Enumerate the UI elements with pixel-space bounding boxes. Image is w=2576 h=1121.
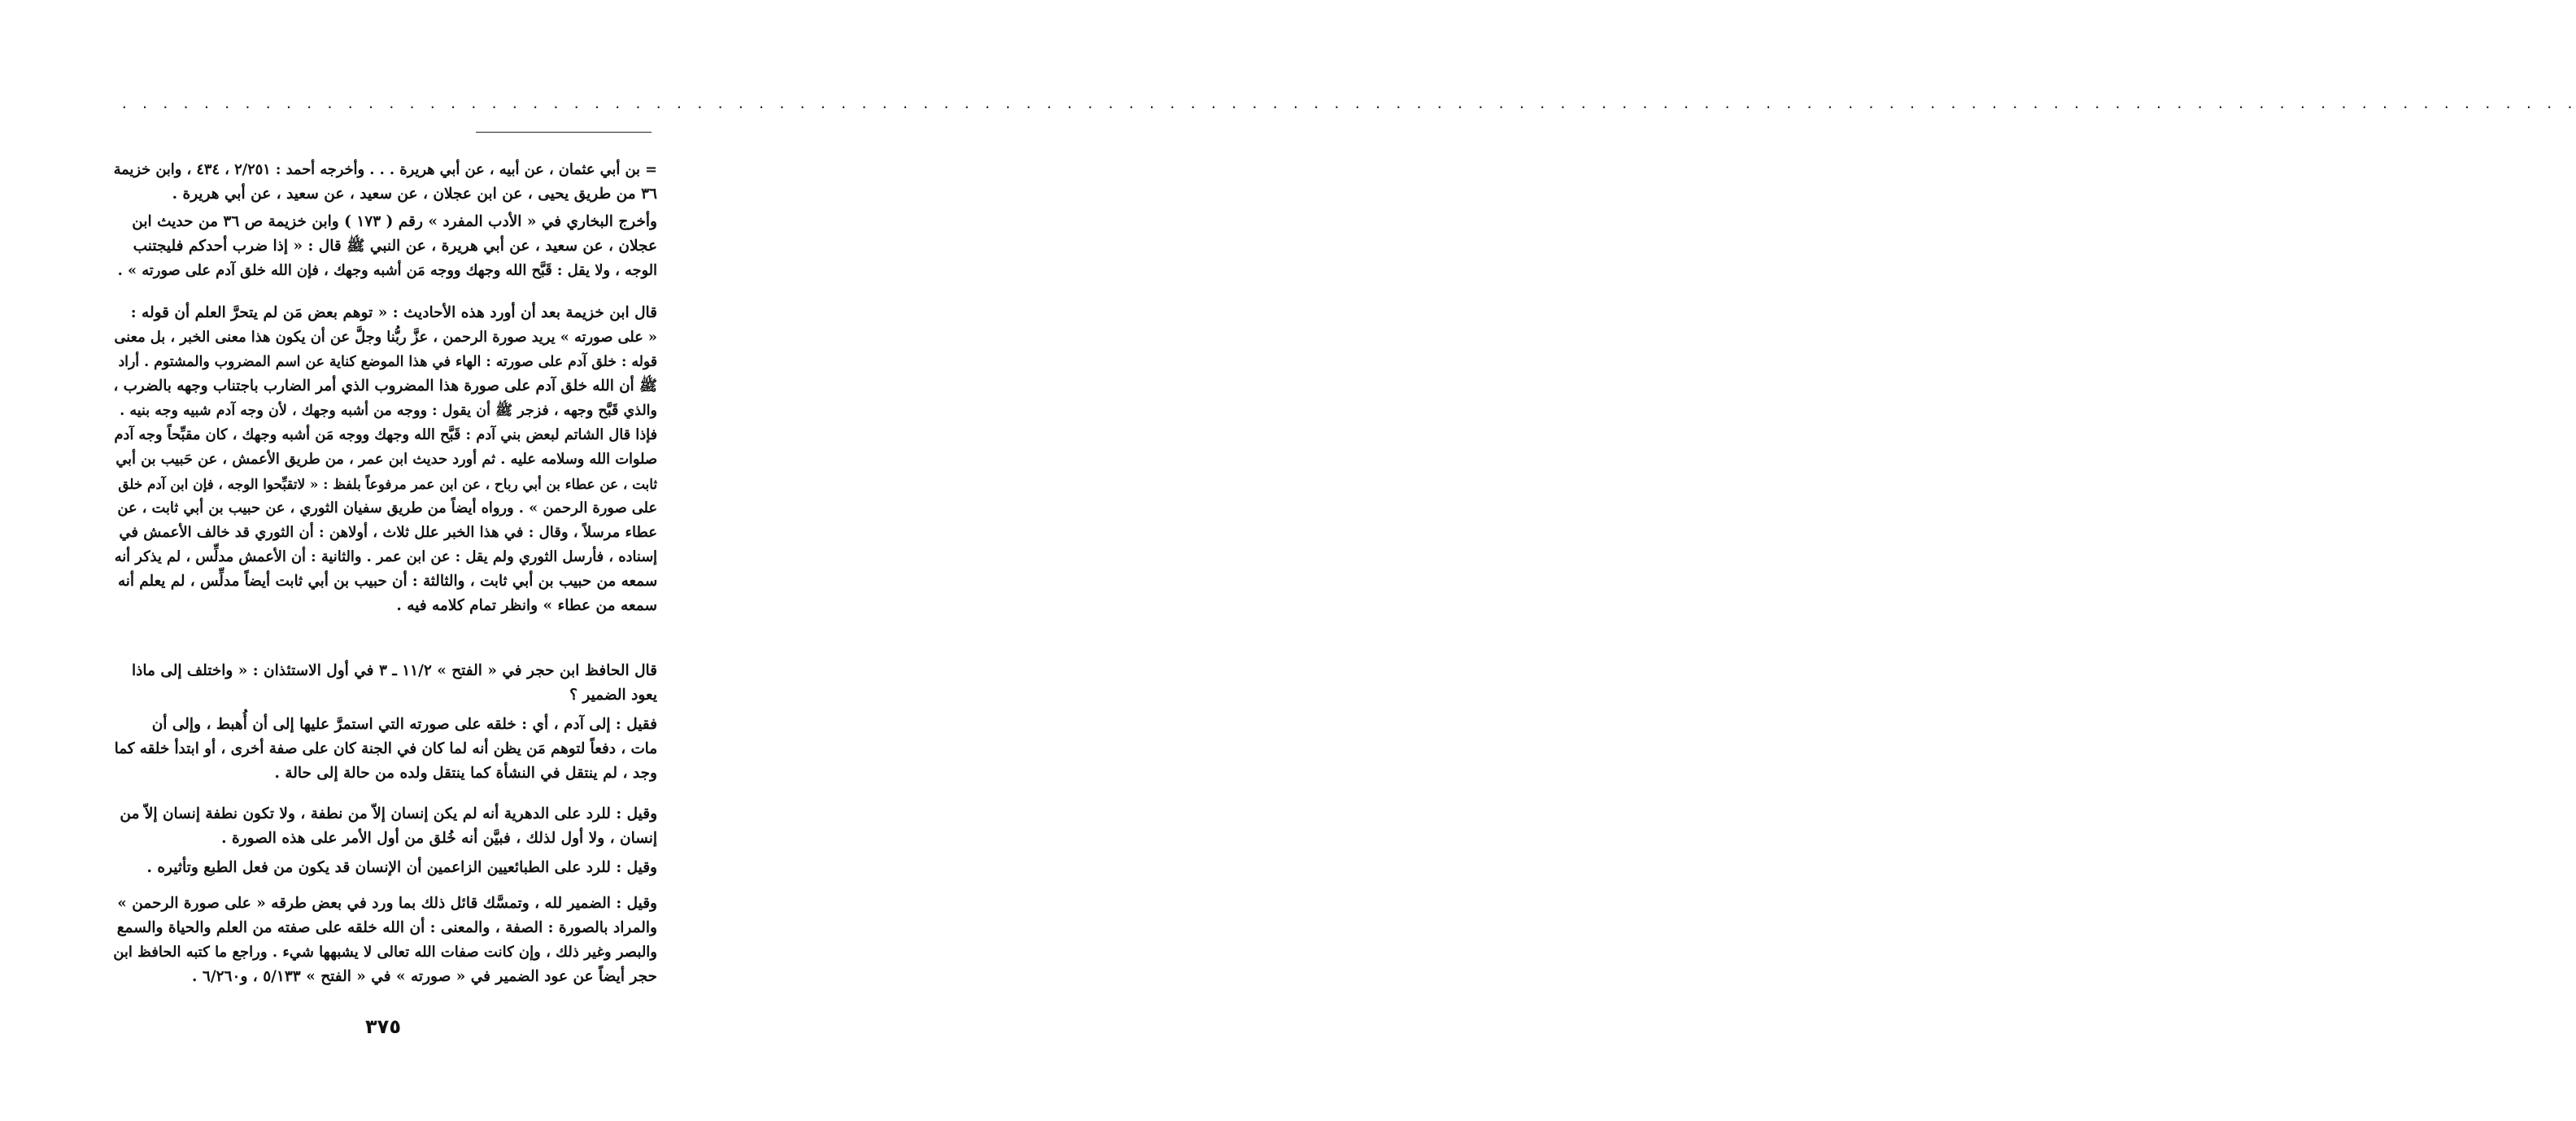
- text-line: وقيل : للرد على الطبائعيين الزاعمين أن الإنسان قد يكون من فعل الطبع وتأثيره .: [146, 859, 657, 876]
- text-line: عجلان ، عن سعيد ، عن أبي هريرة ، عن النبي ﷺ قال : « إذا ضرب أحدكم فليجتنب: [133, 238, 657, 255]
- text-line: وقيل : للرد على الدهرية أنه لم يكن إنسان إلاّ من نطفة ، ولا تكون نطفة إنسان إلاّ من: [120, 805, 657, 822]
- text-line: قال ابن خزيمة بعد أن أورد هذه الأحاديث : « توهم بعض مَن لم يتحرَّ العلم أن قوله :: [130, 304, 657, 321]
- text-line: على صورة الرحمن » . ورواه أيضاً من طريق سفيان الثوري ، عن حبيب بن أبي ثابت ، عن: [117, 499, 657, 517]
- page-number: ٣٧٥: [365, 1015, 401, 1038]
- paragraph-opinion-adam: [114, 713, 657, 786]
- text-line: حجر أيضاً عن عود الضمير في « صورته » في « الفتح » ٥/١٣٣ ، و٦/٢٦٠ .: [192, 968, 657, 985]
- dotted-separator: . . . . . . . . . . . . . . . . . . . . . . . . . . . . . . . . . . . . . . . . . . . . . . . . . . . . . . . . . . . . . . . . . . . . . . . . . . . . . . . . . . . . . . . . . . . . . . . . . . . . . . . . . . . . . . . . . . . . . . . .: [120, 96, 2576, 111]
- paragraph-opinion-naturalists: [114, 856, 657, 880]
- footnote-rule: [476, 132, 652, 133]
- paragraph-opinion-allah: [114, 892, 657, 989]
- text-line: مات ، دفعاً لتوهم مَن يظن أنه لما كان في الجنة كان على صفة أخرى ، أو ابتدأ خلقه كما: [114, 740, 657, 757]
- text-line: قال الحافظ ابن حجر في « الفتح » ١١/٢ ـ ٣ في أول الاستئذان : « واختلف إلى ماذا: [131, 662, 657, 679]
- text-line: والبصر وغير ذلك ، وإن كانت صفات الله تعالى لا يشبهها شيء . وراجع ما كتبه الحافظ ابن: [113, 944, 657, 961]
- text-line: وأخرج البخاري في « الأدب المفرد » رقم ( ١٧٣ ) وابن خزيمة ص ٣٦ من حديث ابن: [132, 213, 657, 230]
- paragraph-opinion-dahriyya: [114, 802, 657, 851]
- paragraph-ibn-hajar: [114, 659, 657, 708]
- text-line: قوله : خلق آدم على صورته : الهاء في هذا الموضع كناية عن اسم المضروب والمشتوم . أراد: [118, 354, 657, 370]
- paragraph-bukhari: [114, 210, 657, 283]
- text-line: وقيل : الضمير لله ، وتمسَّك قائل ذلك بما ورد في بعض طرقه « على صورة الرحمن »: [117, 895, 657, 912]
- text-line: إنسان ، ولا أول لذلك ، فبيَّن أنه خُلق من أول الأمر على هذه الصورة .: [221, 830, 657, 847]
- text-line: وجد ، لم ينتقل في النشأة كما ينتقل ولده من حالة إلى حالة .: [274, 765, 657, 782]
- footnote-continuation: [114, 158, 657, 207]
- paragraph-ibn-khuzayma: [114, 301, 657, 618]
- text-line: صلوات الله وسلامه عليه . ثم أورد حديث ابن عمر ، من طريق الأعمش ، عن حَبيب بن أبي: [116, 451, 657, 468]
- text-line: فقيل : إلى آدم ، أي : خلقه على صورته التي استمرَّ عليها إلى أن أُهبط ، وإلى أن: [151, 716, 657, 733]
- text-line: عطاء مرسلاً ، وقال : في هذا الخبر علل ثلاث ، أولاهن : أن الثوري قد خالف الأعمش في: [119, 524, 657, 541]
- text-line: سمعه من حبيب بن أبي ثابت ، والثالثة : أن حبيب بن أبي ثابت أيضاً مدلِّس ، لم يعلم أنه: [118, 573, 657, 590]
- text-line: ٣٦ من طريق يحيى ، عن ابن عجلان ، عن سعيد ، عن سعيد ، عن أبي هريرة .: [172, 185, 657, 203]
- text-line: « على صورته » يريد صورة الرحمن ، عزَّ ربُّنا وجلَّ عن أن يكون هذا معنى الخبر ، بل معنى: [114, 329, 657, 346]
- text-line: والذي قَبَّح وجهه ، فزجر ﷺ أن يقول : ووجه من أشبه وجهك ، لأن وجه آدم شبيه وجه بنيه .: [120, 403, 657, 419]
- text-line: ﷺ أن الله خلق آدم على صورة هذا المضروب الذي أمر الضارب باجتناب وجهه بالضرب ،: [113, 377, 657, 395]
- text-line: الوجه ، ولا يقل : قَبَّح الله وجهك ووجه مَن أشبه وجهك ، فإن الله خلق آدم على صورته » .: [117, 262, 657, 279]
- text-line: ثابت ، عن عطاء بن أبي رباح ، عن ابن عمر مرفوعاً بلفظ : « لاتقبِّحوا الوجه ، فإن ابن آدم خلق: [118, 476, 657, 492]
- text-line: سمعه من عطاء » وانظر تمام كلامه فيه .: [396, 597, 657, 614]
- text-line: فإذا قال الشاتم لبعض بني آدم : قَبَّح الله وجهك ووجه مَن أشبه وجهك ، كان مقبِّحاً وجه آدم: [114, 426, 657, 443]
- text-line: والمراد بالصورة : الصفة ، والمعنى : أن الله خلقه على صفته من العلم والحياة والسمع: [116, 919, 657, 936]
- text-line: يعود الضمير ؟: [569, 687, 657, 704]
- text-line: إسناده ، فأرسل الثوري ولم يقل : عن ابن عمر . والثانية : أن الأعمش مدلِّس ، لم يذكر أنه: [114, 548, 657, 565]
- text-line: = بن أبي عثمان ، عن أبيه ، عن أبي هريرة . . . وأخرجه أحمد : ٢/٢٥١ ، ٤٣٤ ، وابن خزيمة: [113, 161, 657, 178]
